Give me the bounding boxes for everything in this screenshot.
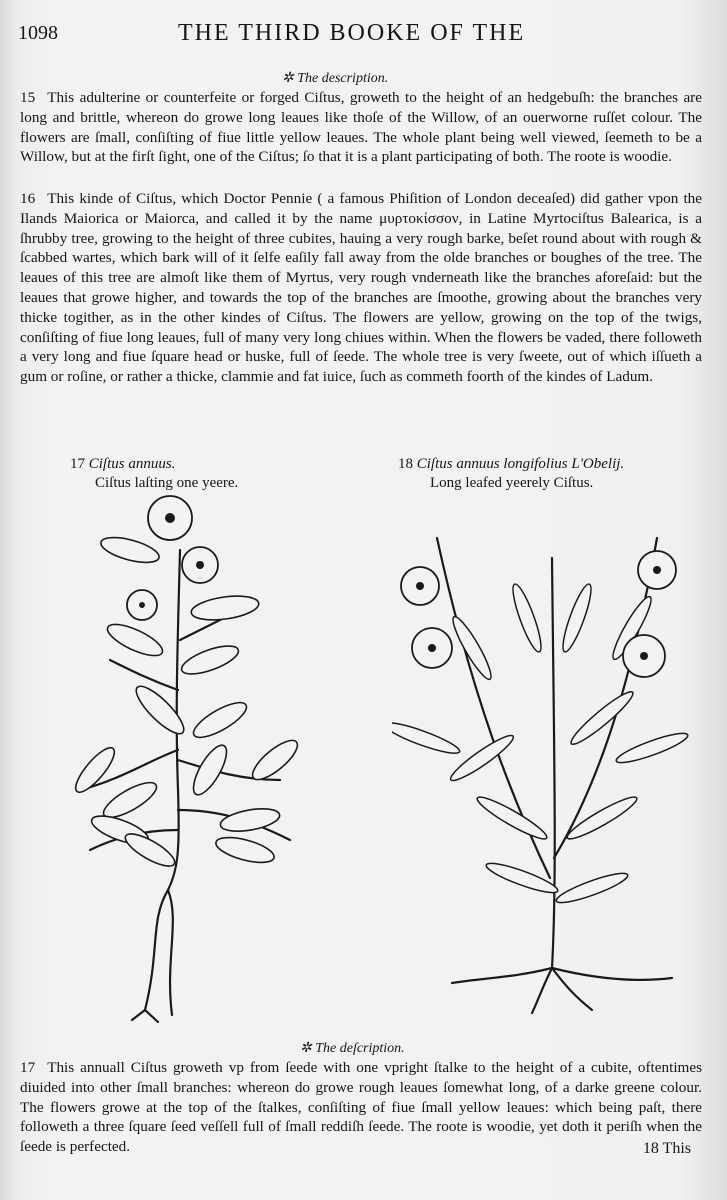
running-title: THE THIRD BOOKE OF THE	[178, 20, 526, 46]
figure-english-name: Ciſtus laſting one yeere.	[95, 475, 239, 491]
paragraph-16	[20, 189, 702, 387]
paragraph-15	[20, 88, 702, 167]
bleed-through-text	[420, 62, 710, 75]
paragraph-number: 15	[20, 89, 36, 106]
catchword: 18 This	[642, 1140, 691, 1157]
figure-caption-18	[398, 455, 624, 493]
figure-latin-name: Ciſtus annuus longifolius L'Obelij.	[416, 456, 625, 472]
page-number: 1098	[18, 22, 58, 44]
paragraph-text: This annuall Ciſtus groweth vp from ſeede with one vpright ſtalke to the height of a cubite, oftentimes diuided into other ſmall branches: whereon do growe rough leaues ſomewhat long, of a darke greene colour. The flowers growe at the top of the ſtalkes, conſiſting of fiue ſmall yellow leaues: which being paſt, there followeth a three ſquare ſeed veſſell full of ſmall reddiſh ſeede. The roote is woodie, yet doth it periſh when the ſeede is perfected.	[20, 1059, 702, 1156]
paragraph-number: 16	[20, 190, 36, 207]
woodcut-illustration-cistus-longifolius	[392, 498, 702, 1018]
figure-english-name: Long leafed yeerely Ciſtus.	[430, 475, 594, 491]
paragraph-17	[20, 1058, 702, 1157]
paragraph-text: This adulterine or counterfeite or forged Ciſtus, groweth to the height of an hedgebuſh: the branches are long and brittle, whereon do growe long leaues like thoſe of the Willow, of an ouerworne ruſſet colour. The flowers are ſmall, conſiſting of fiue little yellow leaues. The whole plant being well viewed, ſeemeth to be a Willow, but at the firſt ſight, one of the Ciſtus; ſo that it is a plant participating of both. The roote is woodie.	[20, 89, 702, 166]
figure-latin-name: Ciſtus annuus.	[88, 456, 176, 472]
section-heading-description-2: ✲ The deſcription.	[300, 1041, 405, 1056]
section-heading-description-1: ✲ The description.	[282, 71, 389, 86]
figure-number: 18	[398, 456, 413, 472]
paragraph-number: 17	[20, 1059, 36, 1076]
figure-caption-17	[70, 455, 238, 493]
page-header	[18, 18, 708, 48]
figure-number: 17	[70, 456, 85, 472]
woodcut-illustration-cistus-annuus	[50, 490, 320, 1030]
paragraph-text: This kinde of Ciſtus, which Doctor Pennie ( a famous Phiſition of London deceaſed) did gather vpon the Ilands Maiorica or Maiorca, and called it by the name μυρτοκίσσον, in Latine Myrtociſtus Balearica, is a ſhrubby tree, growing to the height of three cubites, hauing a very rough barke, beſet round about with rough & ſcabbed wartes, which bark will of it ſelfe eaſily fall away from the olde branches or boughes of the tree. The leaues of this tree are almoſt like them of Myrtus, very rough vnderneath like the branches aforeſaid: but the leaues that growe higher, and towards the top of the branches are ſmoothe, growing about the branches very thicke togither, as in the other kindes of Ciſtus. The flowers are yellow, growing on the top of the twigs, conſiſting of fiue long leaues, full of many very long chiues within. When the flowers be vaded, there followeth a very long and fiue ſquare head or huske, full of ſeede. The whole tree is very ſweete, out of which iſſueth a gum or roſine, or rather a thicke, clammie and fat iuice, ſuch as commeth foorth of the kindes of Ladum.	[20, 190, 702, 386]
